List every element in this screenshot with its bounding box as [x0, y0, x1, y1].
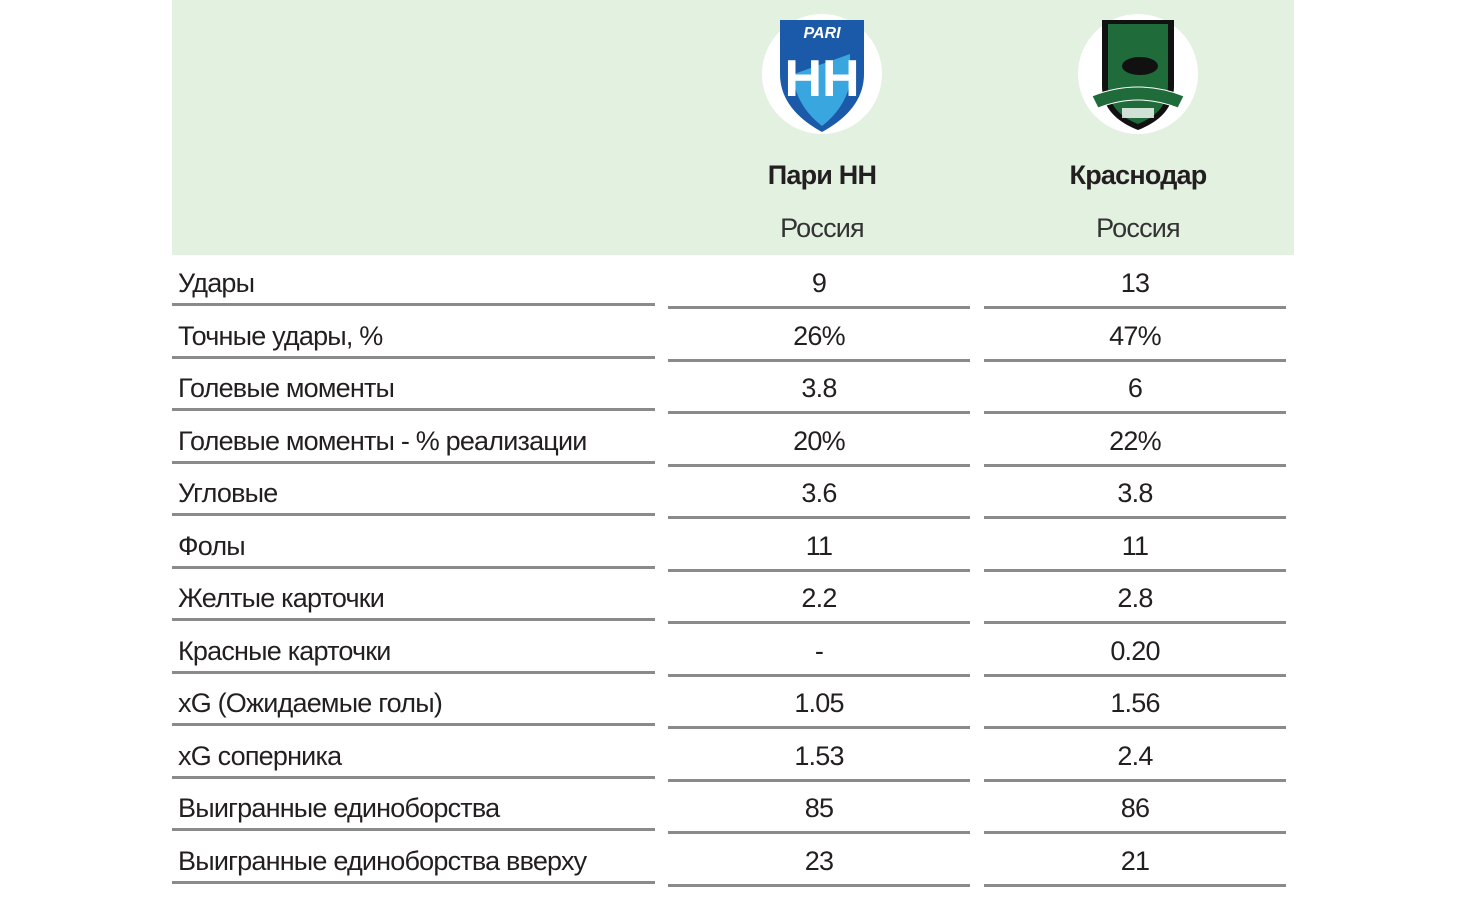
- pari-nn-value: 26%: [668, 310, 970, 362]
- table-row: [172, 835, 1294, 888]
- team-column-krasnodar: [978, 0, 1298, 244]
- table-row: [172, 730, 1294, 783]
- table-row: [172, 415, 1294, 468]
- krasnodar-value: 6: [984, 362, 1286, 414]
- pari-nn-value: 11: [668, 520, 970, 572]
- stats-table: [172, 257, 1294, 887]
- krasnodar-value: 0.20: [984, 625, 1286, 677]
- krasnodar-value: 2.8: [984, 572, 1286, 624]
- pari-nn-value: 3.6: [668, 467, 970, 519]
- stat-label: Фолы: [172, 520, 655, 569]
- table-row: [172, 467, 1294, 520]
- table-row: [172, 625, 1294, 678]
- stat-label: xG соперника: [172, 730, 655, 779]
- table-row: [172, 572, 1294, 625]
- table-row: [172, 362, 1294, 415]
- table-row: [172, 782, 1294, 835]
- stat-label: Выигранные единоборства: [172, 782, 655, 831]
- stat-label: xG (Ожидаемые голы): [172, 677, 655, 726]
- pari-nn-logo: [762, 14, 882, 134]
- svg-text:НН: НН: [784, 50, 860, 108]
- pari-nn-value: 9: [668, 257, 970, 309]
- pari-nn-value: 85: [668, 782, 970, 834]
- stat-label: Удары: [172, 257, 655, 306]
- krasnodar-logo: [1078, 14, 1198, 134]
- pari-nn-value: 2.2: [668, 572, 970, 624]
- stat-label: Угловые: [172, 467, 655, 516]
- krasnodar-value: 2.4: [984, 730, 1286, 782]
- stat-label: Желтые карточки: [172, 572, 655, 621]
- table-row: [172, 520, 1294, 573]
- stat-label: Точные удары, %: [172, 310, 655, 359]
- krasnodar-value: 22%: [984, 415, 1286, 467]
- team-name: Пари НН: [767, 160, 877, 190]
- team-country: Россия: [1096, 213, 1180, 243]
- svg-text:PARI: PARI: [803, 25, 841, 42]
- table-row: [172, 257, 1294, 310]
- stat-label: Голевые моменты - % реализации: [172, 415, 655, 464]
- team-country: Россия: [780, 213, 864, 243]
- stat-label: Выигранные единоборства вверху: [172, 835, 655, 884]
- team-name: Краснодар: [1069, 160, 1207, 190]
- table-header: [172, 0, 1294, 255]
- pari-nn-value: 1.05: [668, 677, 970, 729]
- pari-nn-value: 1.53: [668, 730, 970, 782]
- krasnodar-value: 1.56: [984, 677, 1286, 729]
- table-row: [172, 310, 1294, 363]
- pari-nn-value: 3.8: [668, 362, 970, 414]
- krasnodar-value: 47%: [984, 310, 1286, 362]
- krasnodar-value: 11: [984, 520, 1286, 572]
- krasnodar-value: 13: [984, 257, 1286, 309]
- krasnodar-value: 86: [984, 782, 1286, 834]
- stat-label: Красные карточки: [172, 625, 655, 674]
- team-column-pari-nn: [662, 0, 982, 244]
- krasnodar-value: 21: [984, 835, 1286, 887]
- pari-nn-value: 20%: [668, 415, 970, 467]
- pari-nn-value: 23: [668, 835, 970, 887]
- stat-label: Голевые моменты: [172, 362, 655, 411]
- pari-nn-value: -: [668, 625, 970, 677]
- krasnodar-value: 3.8: [984, 467, 1286, 519]
- table-row: [172, 677, 1294, 730]
